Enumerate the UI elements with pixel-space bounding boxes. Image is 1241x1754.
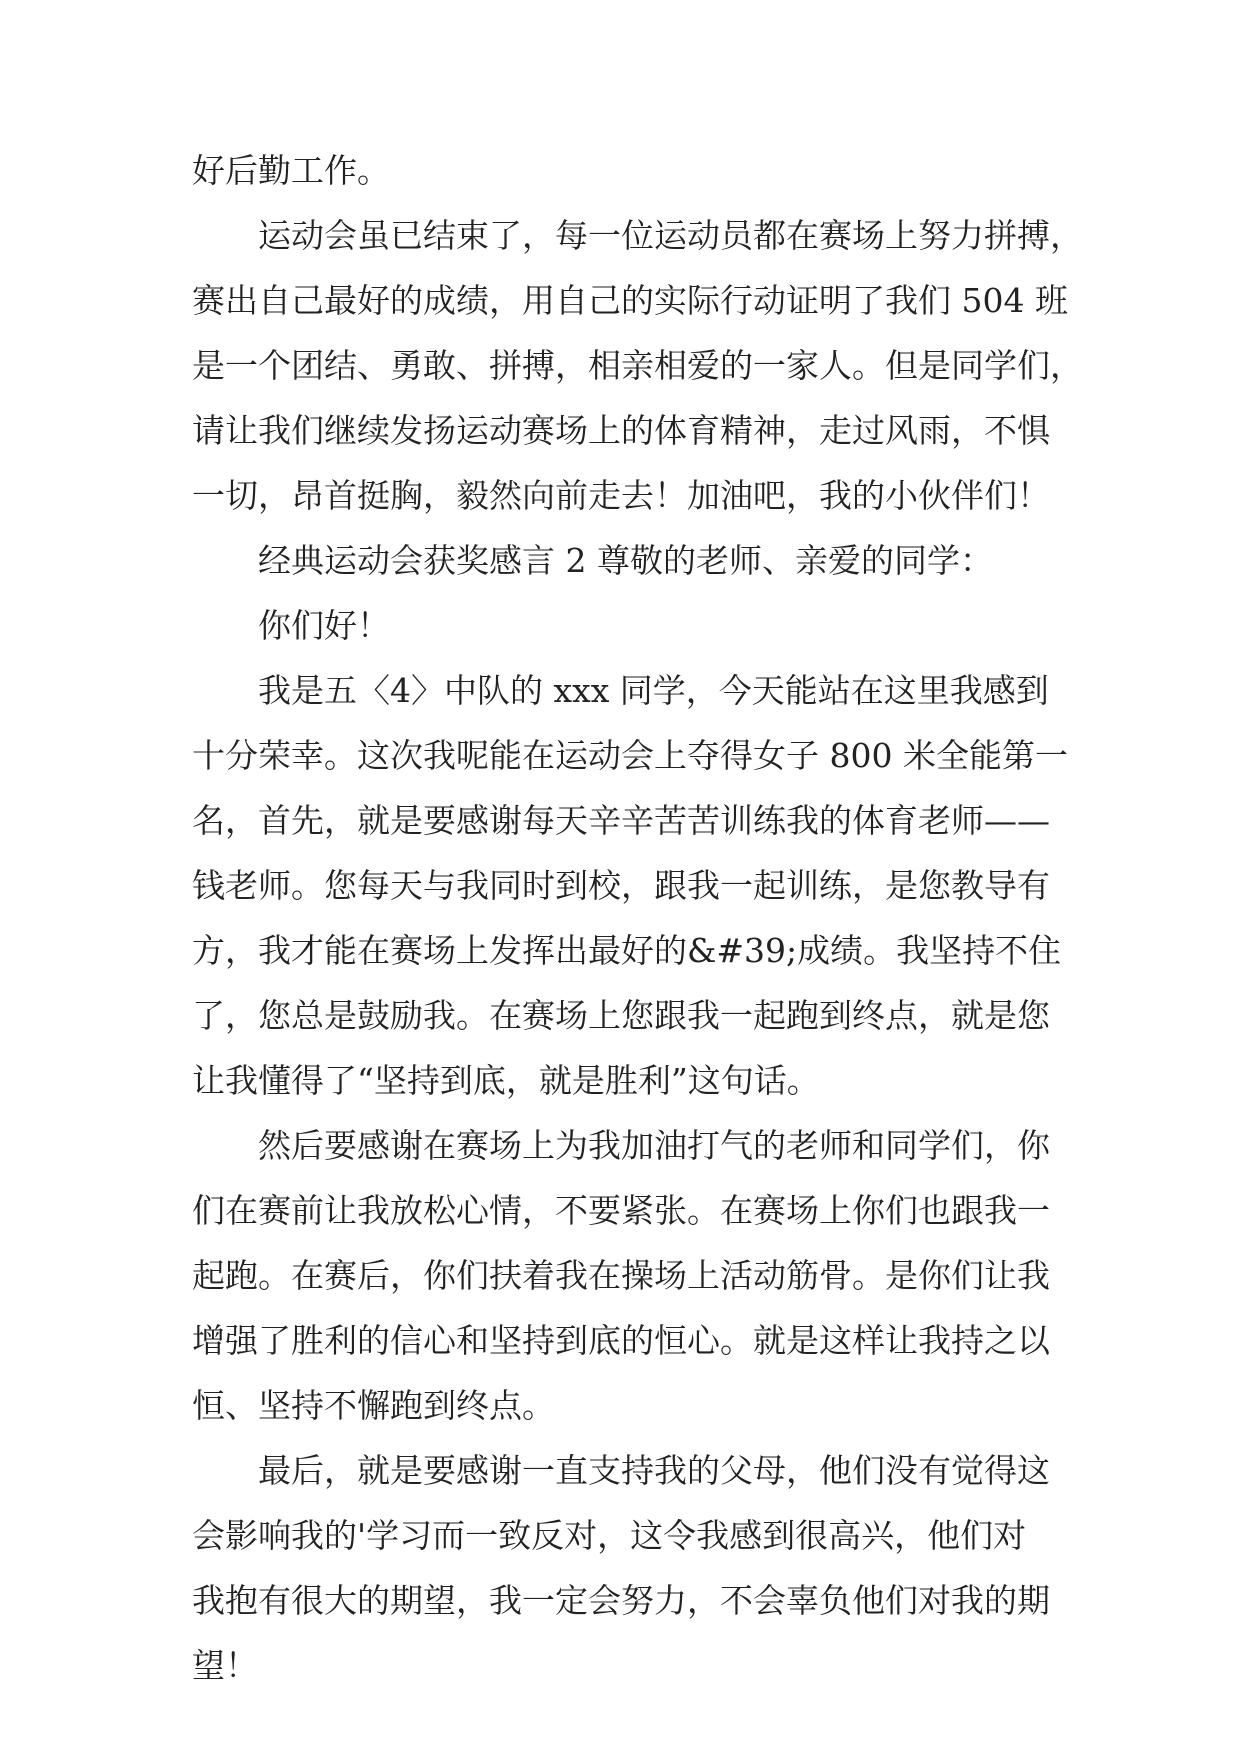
- text-line: 请让我们继续发扬运动赛场上的体育精神，走过风雨，不惧: [192, 411, 1050, 450]
- text-line: 一切，昂首挺胸，毅然向前走去！加油吧，我的小伙伴们！: [192, 476, 1050, 515]
- text-line: 经典运动会获奖感言 2 尊敬的老师、亲爱的同学：: [258, 541, 993, 580]
- text-line: 起跑。在赛后，你们扶着我在操场上活动筋骨。是你们让我: [192, 1256, 1050, 1295]
- text-line: 你们好！: [258, 606, 390, 645]
- text-line: 方，我才能在赛场上发挥出最好的&#39;成绩。我坚持不住: [192, 931, 1062, 970]
- text-line: 增强了胜利的信心和坚持到底的恒心。就是这样让我持之以: [192, 1321, 1050, 1360]
- text-line: 会影响我的'学习而一致反对，这令我感到很高兴，他们对: [192, 1516, 1027, 1555]
- text-line: 好后勤工作。: [192, 151, 390, 190]
- text-line: 望！: [192, 1646, 258, 1685]
- text-line: 让我懂得了“坚持到底，就是胜利”这句话。: [192, 1061, 820, 1100]
- text-line: 最后，就是要感谢一直支持我的父母，他们没有觉得这: [258, 1451, 1050, 1490]
- text-line: 名，首先，就是要感谢每天辛辛苦苦训练我的体育老师——: [192, 801, 1050, 840]
- text-line: 十分荣幸。这次我呢能在运动会上夺得女子 800 米全能第一: [192, 736, 1068, 775]
- text-line: 是一个团结、勇敢、拼搏，相亲相爱的一家人。但是同学们，: [192, 346, 1083, 385]
- text-line: 我抱有很大的期望，我一定会努力，不会辜负他们对我的期: [192, 1581, 1050, 1620]
- text-line: 了，您总是鼓励我。在赛场上您跟我一起跑到终点，就是您: [192, 996, 1050, 1035]
- text-line: 我是五〈4〉中队的 xxx 同学，今天能站在这里我感到: [258, 671, 1049, 710]
- text-line: 运动会虽已结束了，每一位运动员都在赛场上努力拼搏，: [258, 216, 1083, 255]
- document-body: [192, 138, 1083, 1698]
- text-line: 恒、坚持不懈跑到终点。: [192, 1386, 555, 1425]
- text-line: 钱老师。您每天与我同时到校，跟我一起训练，是您教导有: [192, 866, 1050, 905]
- text-line: 赛出自己最好的成绩，用自己的实际行动证明了我们 504 班: [192, 281, 1068, 320]
- text-line: 们在赛前让我放松心情，不要紧张。在赛场上你们也跟我一: [192, 1191, 1050, 1230]
- text-line: 然后要感谢在赛场上为我加油打气的老师和同学们，你: [258, 1126, 1050, 1165]
